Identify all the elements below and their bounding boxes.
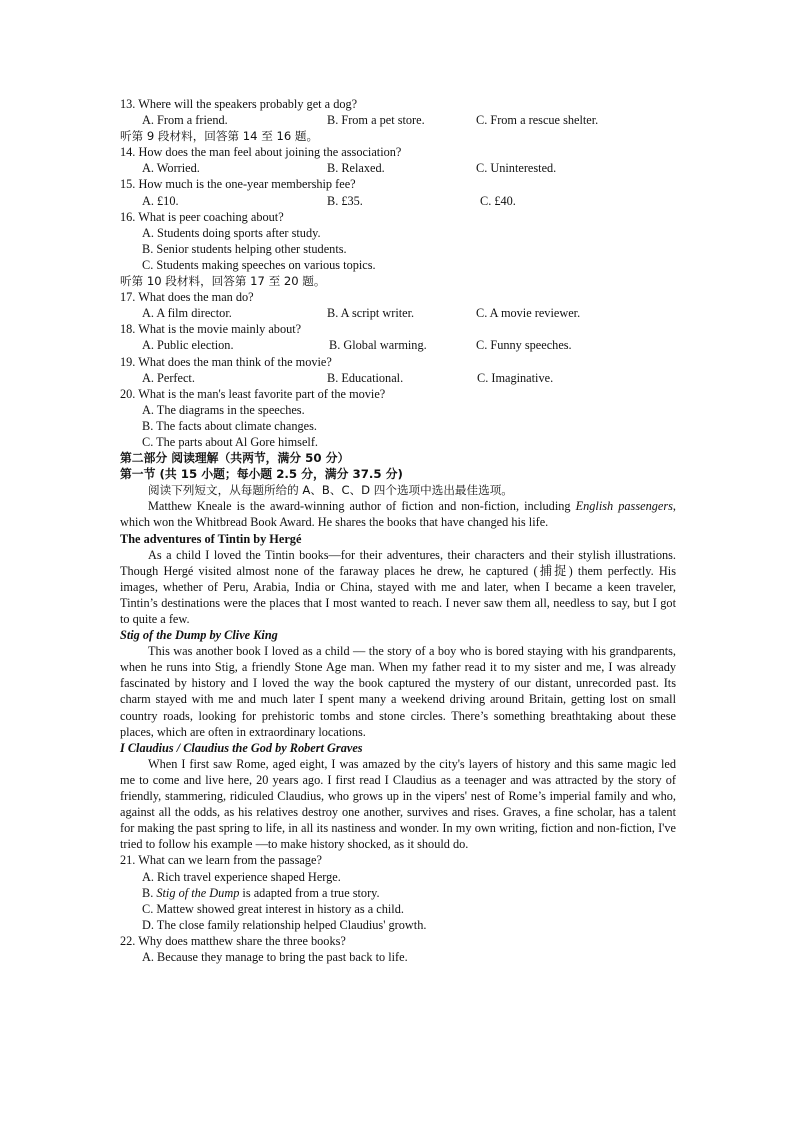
option-a: A. Perfect. bbox=[142, 370, 195, 385]
option-b: B. Educational. bbox=[327, 370, 404, 385]
option-b: B. Relaxed. bbox=[327, 161, 385, 176]
reading-instruction: 阅读下列短文，从每题所给的 A、B、C、D 四个选项中选出最佳选项。 bbox=[148, 483, 513, 498]
option-a: A. Public election. bbox=[142, 338, 234, 353]
book1-paragraph: As a child I loved the Tintin books—for their adventures, their characters and their stylish illustrations. Though Hergé visited almost none of the faraway places he drew, he captured (捕捉) them perfectly. His images, whether of Peru, Arabia, India or China, stayed with me and later, when I became a keen traveler, Tintin’s destinations were the places that I most wanted to reach. I never saw them all, needless to say, but I got to quite a few. bbox=[120, 547, 676, 626]
option-c: C. The parts about Al Gore himself. bbox=[142, 434, 318, 449]
option-b: B. From a pet store. bbox=[327, 113, 425, 128]
option-a: A. £10. bbox=[142, 193, 179, 208]
option-c: C. Students making speeches on various topics. bbox=[142, 257, 376, 272]
option-c: C. Uninterested. bbox=[476, 161, 557, 176]
option-a: A. Because they manage to bring the past back to life. bbox=[142, 949, 408, 964]
option-a: A. Rich travel experience shaped Herge. bbox=[142, 869, 341, 884]
option-b: B. Stig of the Dump is adapted from a true story. bbox=[142, 885, 380, 900]
intro-paragraph: Matthew Kneale is the award-winning author of fiction and non-fiction, including English passengers, which won the Whitbread Book Award. He shares the books that have changed his life. bbox=[120, 499, 676, 530]
book-title-english-passengers: English passengers bbox=[575, 499, 673, 514]
section-title: 第一节 (共 15 小题；每小题 2.5 分，满分 37.5 分) bbox=[120, 467, 403, 482]
option-a: A. The diagrams in the speeches. bbox=[142, 402, 305, 417]
book1-heading: The adventures of Tintin by Hergé bbox=[120, 531, 302, 546]
option-a: A. From a friend. bbox=[142, 113, 228, 128]
option-a: A. Worried. bbox=[142, 161, 200, 176]
options-19 bbox=[120, 370, 676, 386]
exam-page bbox=[120, 96, 676, 965]
question-15: 15. How much is the one-year membership fee? bbox=[120, 177, 356, 192]
option-c: C. Funny speeches. bbox=[476, 338, 572, 353]
option-b: B. A script writer. bbox=[327, 306, 415, 321]
option-c: C. From a rescue shelter. bbox=[476, 113, 599, 128]
question-14: 14. How does the man feel about joining the association? bbox=[120, 145, 402, 160]
book2-heading: Stig of the Dump by Clive King bbox=[120, 628, 278, 643]
option-b: B. The facts about climate changes. bbox=[142, 418, 317, 433]
options-18 bbox=[120, 337, 676, 353]
question-21: 21. What can we learn from the passage? bbox=[120, 853, 322, 868]
book3-heading: I Claudius / Claudius the God by Robert Graves bbox=[120, 740, 363, 755]
option-c: C. Mattew showed great interest in history as a child. bbox=[142, 901, 404, 916]
question-19: 19. What does the man think of the movie? bbox=[120, 354, 332, 369]
option-a: A. Students doing sports after study. bbox=[142, 225, 321, 240]
option-b: B. £35. bbox=[327, 193, 363, 208]
question-13: 13. Where will the speakers probably get a dog? bbox=[120, 97, 358, 111]
options-13 bbox=[120, 112, 676, 128]
option-a: A. A film director. bbox=[142, 306, 232, 321]
option-c: C. A movie reviewer. bbox=[476, 306, 581, 321]
option-b: B. Senior students helping other students. bbox=[142, 241, 347, 256]
book3-paragraph: When I first saw Rome, aged eight, I was amazed by the city's layers of history and this same magic led me to come and live here, 20 years ago. I first read I Claudius as a teenager and was attracted by the story of friendly, stammering, ridiculed Claudius, who grows up in the vipers' nest of Rome’s imperial family and who, against all the odds, as his relatives destroy one another, survives and rises. Graves, a fine scholar, has a talent for making the past spring to life, in all its nastiness and wonder. In my own writing, fiction and non-fiction, I've tried to follow his example —to make history shocked, as it should do. bbox=[120, 756, 676, 852]
question-16: 16. What is peer coaching about? bbox=[120, 209, 284, 224]
options-14 bbox=[120, 160, 676, 176]
part-title: 第二部分 阅读理解（共两节，满分 50 分） bbox=[120, 451, 350, 466]
question-17: 17. What does the man do? bbox=[120, 290, 254, 305]
question-18: 18. What is the movie mainly about? bbox=[120, 322, 302, 337]
option-b: B. Global warming. bbox=[329, 338, 427, 353]
book2-paragraph: This was another book I loved as a child — the story of a boy who is bored staying with his grandparents, when he runs into Stig, a friendly Stone Age man. When my father read it to my sister and me, I was already fascinated by history and I loved the way the book captured the mystery of our distant, unrecorded past. Its charm stayed with me and much later I spent many a weekend driving around Britain, getting lost on small country roads, looking for prehistoric tombs and stone circles. There’s something breathtaking about these places, which are often in extraordinary locations. bbox=[120, 644, 676, 739]
instruction-section-9: 听第 9 段材料，回答第 14 至 16 题。 bbox=[120, 129, 319, 144]
options-15 bbox=[120, 193, 676, 209]
question-20: 20. What is the man's least favorite part of the movie? bbox=[120, 386, 386, 401]
option-c: C. Imaginative. bbox=[477, 370, 554, 385]
option-c: C. £40. bbox=[480, 193, 516, 208]
options-17 bbox=[120, 305, 676, 321]
question-22: 22. Why does matthew share the three books? bbox=[120, 933, 346, 948]
instruction-section-10: 听第 10 段材料，回答第 17 至 20 题。 bbox=[120, 274, 326, 289]
option-d: D. The close family relationship helped Claudius' growth. bbox=[142, 917, 427, 932]
